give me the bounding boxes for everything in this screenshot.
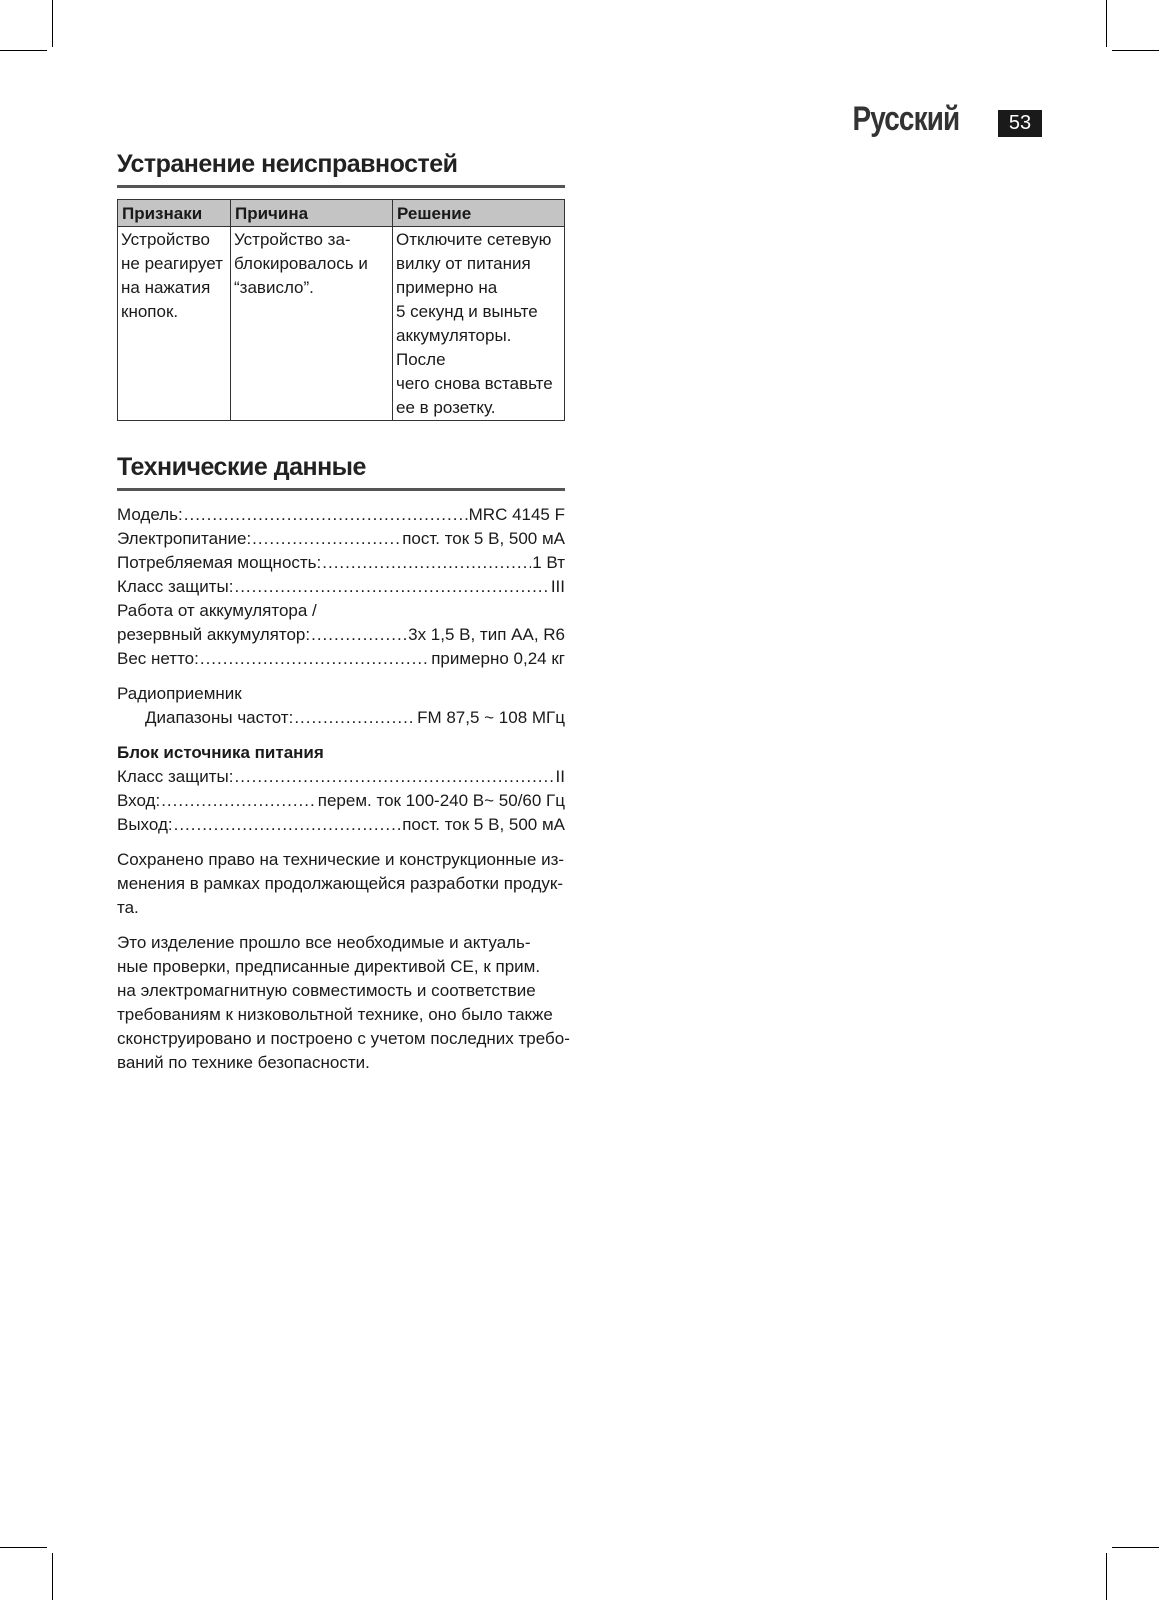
spec-label: Модель: [117,505,183,524]
radio-heading: Радиоприемник [117,684,242,703]
spec-label: Выход: [117,815,173,834]
column-header-solution: Решение [393,200,565,227]
reserved-rights-note [117,848,565,920]
spec-value: перем. ток 100-240 В~ 50/60 Гц [317,791,565,810]
crop-mark [1106,0,1107,47]
spec-label: Класс защиты: [117,767,234,786]
crop-mark [0,50,47,51]
solution-line: ее в розетку. [396,398,496,417]
symptom-line: не реагирует [121,254,223,273]
spec-psu-class [117,765,565,789]
crop-mark [52,1553,53,1600]
solution-line: аккумуляторы. После [396,326,512,369]
spec-label: Вес нетто: [117,649,199,668]
spec-model [117,503,565,527]
spec-power-supply [117,527,565,551]
cause-cell [231,227,393,421]
cause-line: Устройство за- [234,230,351,249]
note-line: требованиям к низковольтной технике, оно было также [117,1005,553,1024]
spec-label: Диапазоны частот: [145,708,294,727]
spec-protection-class [117,575,565,599]
solution-cell [393,227,565,421]
symptom-cell [118,227,231,421]
ce-compliance-note [117,931,570,1075]
spec-battery-line: Работа от аккумулятора / [117,601,317,620]
crop-mark [1112,1547,1159,1548]
language-header: Русский [852,100,959,138]
symptom-line: на нажатия [121,278,211,297]
note-line: менения в рамках продолжающейся разработки продук- [117,874,563,893]
cause-line: “зависло”. [234,278,314,297]
note-line: та. [117,898,139,917]
solution-line: вилку от питания [396,254,531,273]
column-header-symptoms: Признаки [118,200,231,227]
tech-data-title: Технические данные [117,453,565,491]
troubleshooting-table [117,199,565,421]
note-line: сконструировано и построено с учетом последних требо- [117,1029,570,1048]
page-number: 53 [998,110,1042,137]
spec-psu-output [117,813,565,837]
spec-frequency [117,706,565,730]
solution-line: примерно на [396,278,498,297]
spec-weight [117,647,565,671]
solution-line: Отключите сетевую [396,230,552,249]
crop-mark [0,1547,47,1548]
solution-line: чего снова вставьте [396,374,553,393]
spec-value: пост. ток 5 В, 500 мА [402,529,565,548]
note-line: Сохранено право на технические и конструкционные из- [117,850,565,869]
cause-line: блокировалось и [234,254,368,273]
note-line: ваний по технике безопасности. [117,1053,370,1072]
spec-value: III [550,577,565,596]
column-header-cause: Причина [231,200,393,227]
spec-battery [117,623,565,647]
crop-mark [1112,50,1159,51]
spec-value: пост. ток 5 В, 500 мА [402,815,565,834]
spec-label: Вход: [117,791,161,810]
spec-label: Потребляемая мощность: [117,553,322,572]
spec-power-consumption [117,551,565,575]
table-header-row [118,200,565,227]
spec-value: MRC 4145 F [468,505,565,524]
tech-specs [117,503,565,837]
note-line: Это изделение прошло все необходимые и актуаль- [117,933,531,952]
spec-label: Электропитание: [117,529,252,548]
crop-mark [52,0,53,47]
note-line: ные проверки, предписанные директивой CE, к прим. [117,957,541,976]
spec-value: 1 Вт [532,553,565,572]
page-content [117,150,570,1075]
crop-mark [1106,1553,1107,1600]
symptom-line: Устройство [121,230,210,249]
spec-psu-input [117,789,565,813]
spec-label: резервный аккумулятор: [117,625,311,644]
spec-value: II [555,767,565,786]
solution-line: 5 секунд и выньте [396,302,538,321]
troubleshooting-title: Устранение неисправностей [117,150,565,188]
spec-value: примерно 0,24 кг [431,649,565,668]
table-row [118,227,565,421]
psu-heading: Блок источника питания [117,743,324,762]
spec-label: Класс защиты: [117,577,234,596]
spec-value: 3x 1,5 В, тип AA, R6 [408,625,565,644]
spec-value: FM 87,5 ~ 108 МГц [417,708,565,727]
note-line: на электромагнитную совместимость и соответствие [117,981,536,1000]
symptom-line: кнопок. [121,302,179,321]
